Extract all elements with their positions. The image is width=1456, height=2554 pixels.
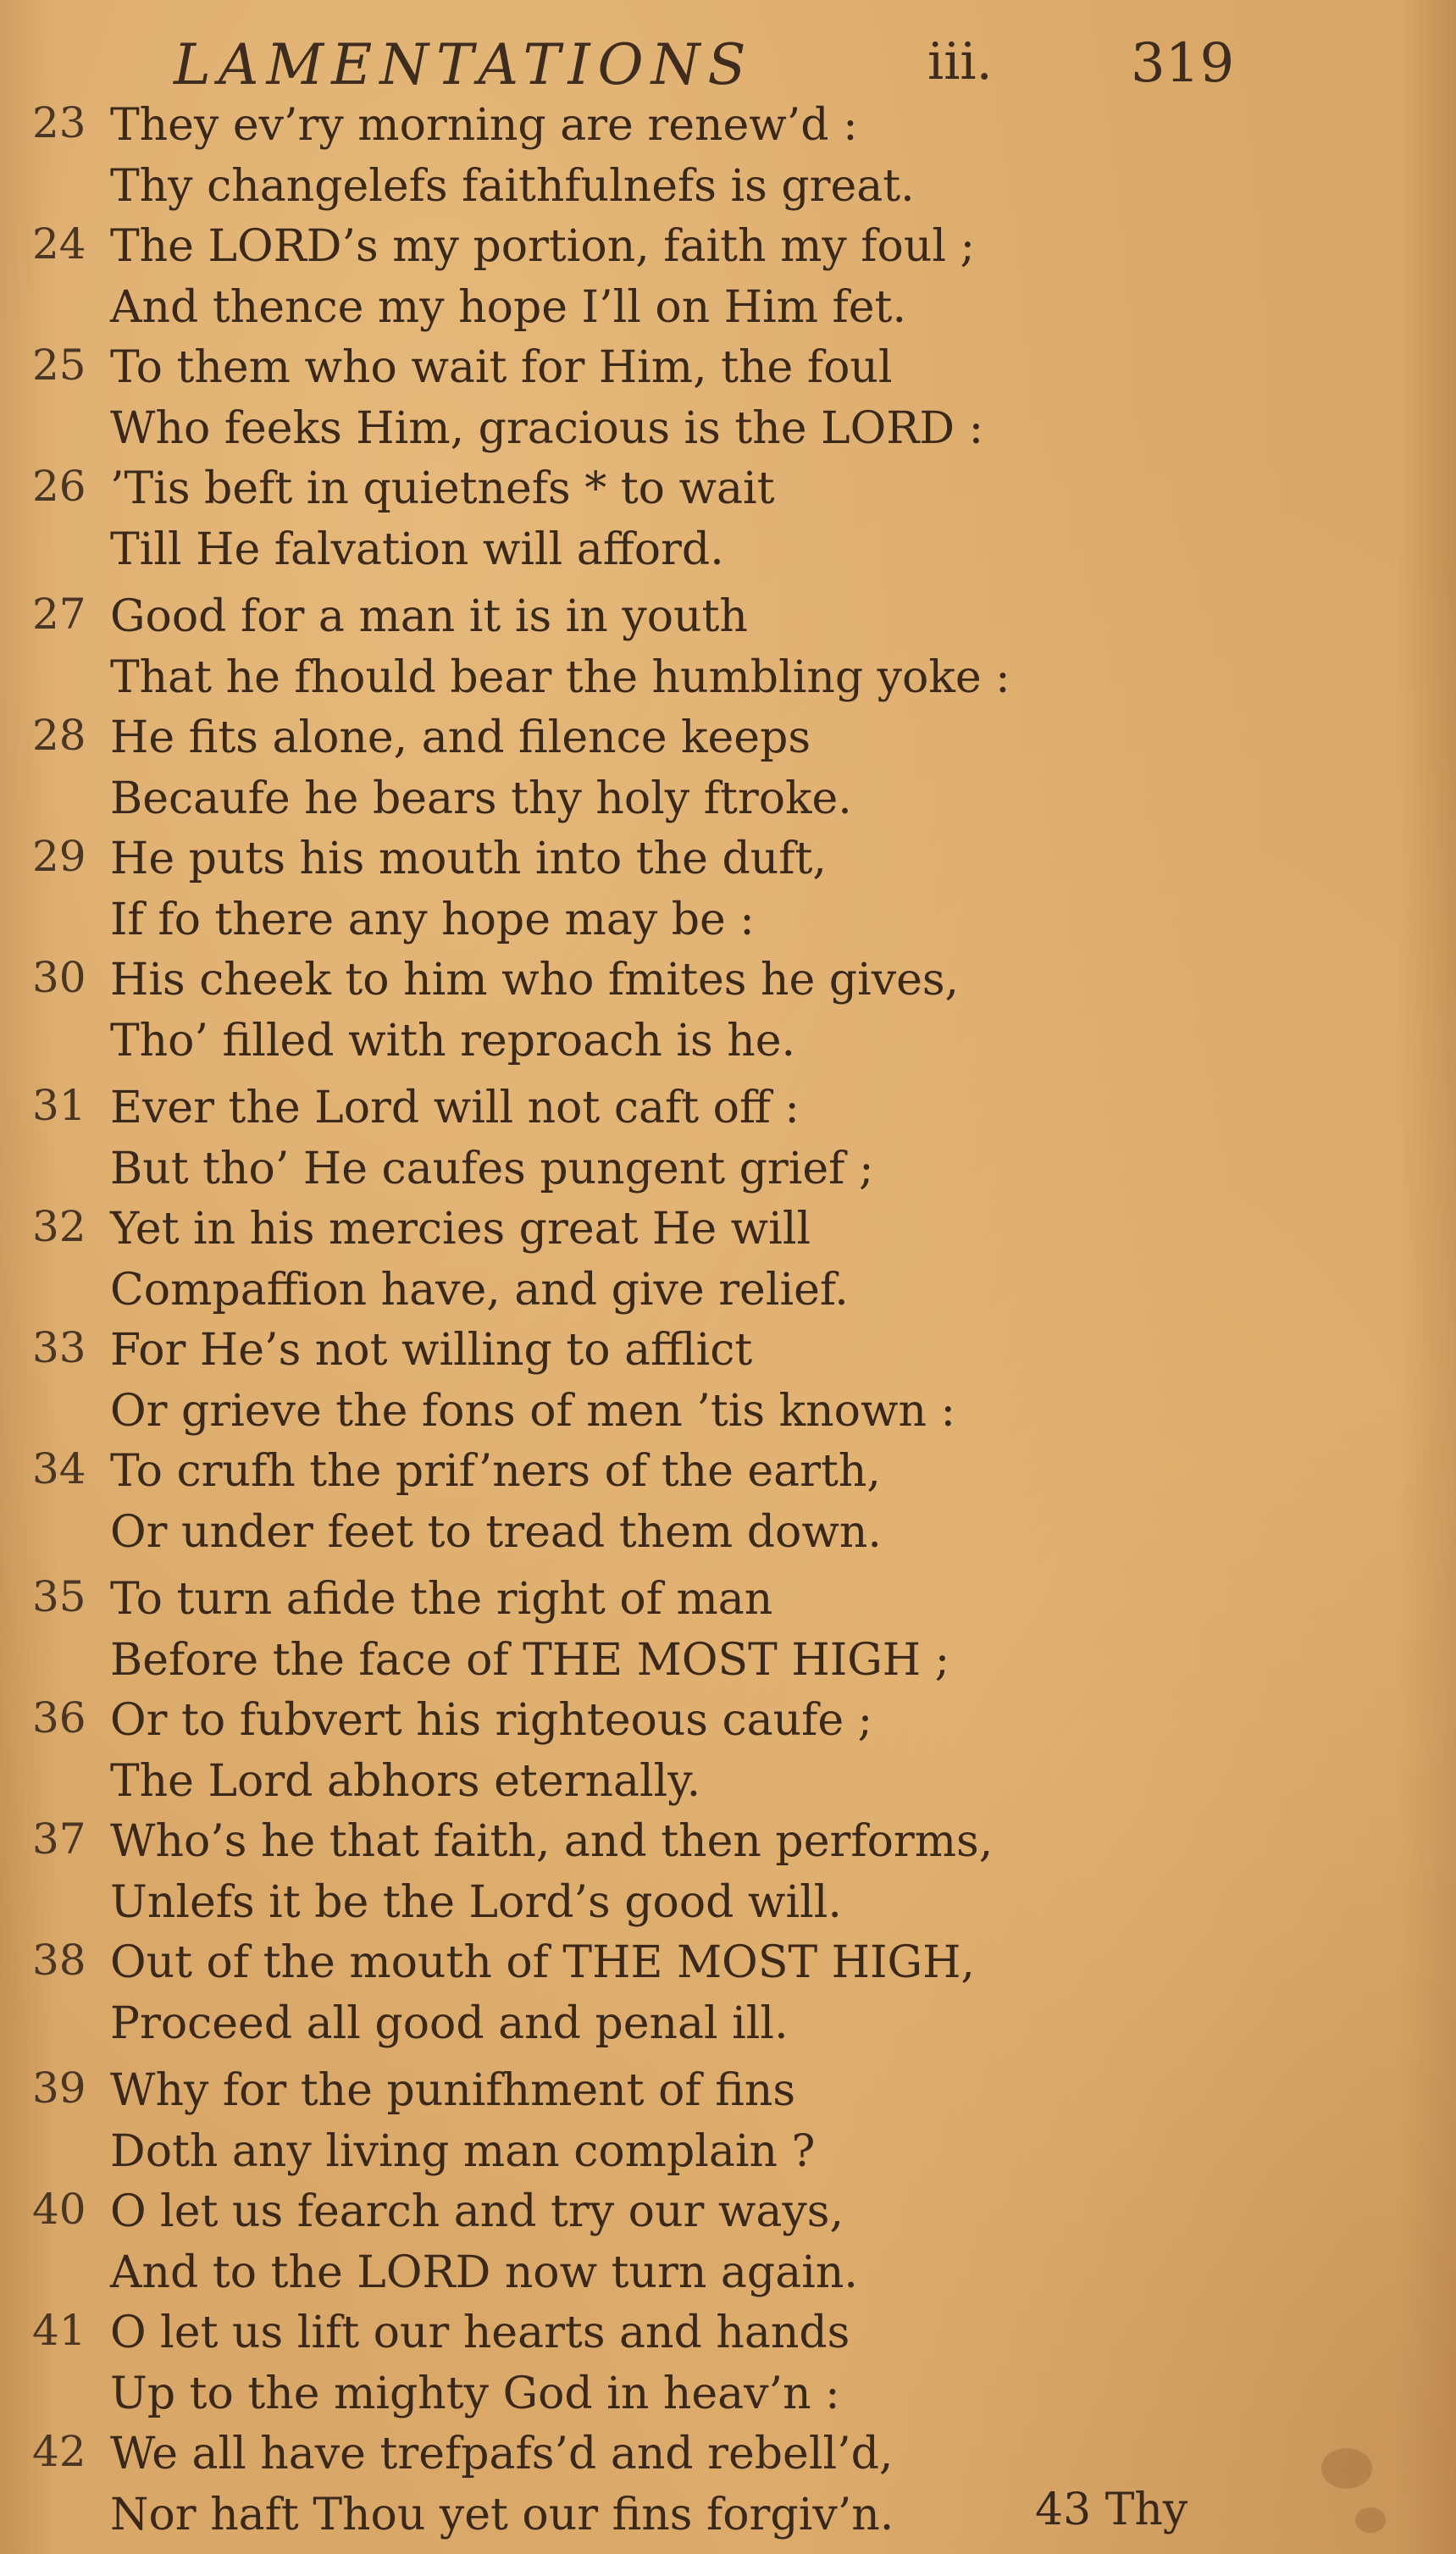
verse	[0, 1199, 1456, 1326]
verse-line: Compaffion have, and give relief.	[110, 1265, 849, 1316]
verse-line: Who feeks Him, gracious is the LORD :	[110, 403, 984, 454]
verse-number: 28	[32, 711, 86, 760]
verse-line: Doth any living man complain ?	[110, 2126, 816, 2177]
verse-number: 24	[32, 219, 86, 269]
verse-number: 29	[32, 832, 86, 881]
verse-line: Or to fubvert his righteous caufe ;	[110, 1695, 873, 1746]
verse-line: Why for the punifhment of fins	[110, 2065, 796, 2116]
paper-stain	[1355, 2507, 1386, 2533]
verse-line: They ev’ry morning are renew’d :	[110, 100, 858, 151]
verse-line: Tho’ filled with reproach is he.	[110, 1016, 795, 1066]
verse-line: We all have trefpafs’d and rebell’d,	[110, 2429, 894, 2479]
verse-number: 32	[32, 1202, 86, 1251]
verse	[0, 337, 1456, 464]
verse-line: That he fhould bear the humbling yoke :	[110, 652, 1010, 703]
verse-number: 26	[32, 462, 86, 511]
verse	[0, 458, 1456, 585]
verse-number: 34	[32, 1444, 86, 1493]
verse-line: The Lord abhors eternally.	[110, 1756, 701, 1807]
verse	[0, 1569, 1456, 1696]
verse-line: He puts his mouth into the duft,	[110, 834, 827, 884]
page-header	[0, 25, 1456, 102]
verse-line: Up to the mighty God in heav’n :	[110, 2368, 840, 2419]
verse-number: 30	[32, 953, 86, 1002]
verse	[0, 95, 1456, 222]
verse-number: 42	[32, 2427, 86, 2476]
verse-line: Before the face of THE MOST HIGH ;	[110, 1635, 950, 1686]
verse	[0, 586, 1456, 713]
verse-number: 41	[32, 2306, 86, 2355]
verse-line: For He’s not willing to afflict	[110, 1325, 753, 1376]
verse-line: Who’s he that faith, and then performs,	[110, 1816, 994, 1867]
verse-number: 25	[32, 341, 86, 390]
verse-line: Yet in his mercies great He will	[110, 1204, 811, 1255]
verse	[0, 1320, 1456, 1447]
verse	[0, 828, 1456, 956]
verse-line: Proceed all good and penal ill.	[110, 1998, 789, 2049]
verse-number: 40	[32, 2185, 86, 2234]
verse-line: Thy changelefs faithfulnefs is great.	[110, 161, 915, 212]
verse	[0, 1811, 1456, 1938]
verse-number: 27	[32, 590, 86, 639]
verse-number: 37	[32, 1814, 86, 1864]
verse-line: He fits alone, and filence keeps	[110, 712, 811, 763]
verse	[0, 1932, 1456, 2059]
verse	[0, 1441, 1456, 1568]
verse-line: To turn afide the right of man	[110, 1574, 773, 1625]
verse-line: Ever the Lord will not caft off :	[110, 1083, 800, 1133]
verse-line: If fo there any hope may be :	[110, 895, 755, 945]
catchword: 43 Thy	[1035, 2485, 1188, 2535]
verse-line: And thence my hope I’ll on Him fet.	[110, 282, 906, 333]
verse-number: 35	[32, 1572, 86, 1621]
verse-line: Or grieve the fons of men ’tis known :	[110, 1386, 956, 1437]
verse-line: ’Tis beft in quietnefs * to wait	[110, 463, 775, 514]
verse-line: Out of the mouth of THE MOST HIGH,	[110, 1937, 975, 1988]
verse	[0, 216, 1456, 343]
verse	[0, 2060, 1456, 2187]
verse	[0, 2302, 1456, 2429]
verse	[0, 2181, 1456, 2308]
page-number: 319	[1131, 32, 1235, 95]
verse	[0, 2424, 1456, 2551]
verse-number: 31	[32, 1081, 86, 1130]
verse-line: O let us lift our hearts and hands	[110, 2307, 850, 2358]
verse-number: 38	[32, 1936, 86, 1985]
verse-line: To them who wait for Him, the foul	[110, 342, 893, 393]
verse-line: Or under feet to tread them down.	[110, 1507, 882, 1558]
chapter-number: iii.	[927, 32, 993, 91]
verse-line: His cheek to him who fmites he gives,	[110, 955, 960, 1006]
verse-line: But tho’ He caufes pungent grief ;	[110, 1144, 874, 1194]
verse	[0, 1078, 1456, 1205]
verse-line: The LORD’s my portion, faith my foul ;	[110, 221, 976, 272]
verse-number: 39	[32, 2064, 86, 2113]
paper-stain	[1321, 2448, 1372, 2489]
verse-line: Till He falvation will afford.	[110, 524, 724, 575]
verse-number: 23	[32, 98, 86, 147]
verse	[0, 950, 1456, 1077]
verse	[0, 1690, 1456, 1817]
verse-line: Unlefs it be the Lord’s good will.	[110, 1877, 842, 1928]
verse-number: 36	[32, 1693, 86, 1742]
verse-line: And to the LORD now turn again.	[110, 2247, 858, 2298]
verse	[0, 707, 1456, 834]
verse-line: Becaufe he bears thy holy ftroke.	[110, 773, 852, 824]
verse-line: Good for a man it is in youth	[110, 591, 748, 642]
verse-number: 33	[32, 1323, 86, 1372]
running-title: LAMENTATIONS	[174, 32, 754, 97]
verse-line: O let us fearch and try our ways,	[110, 2186, 844, 2237]
verse-line: To crufh the prif’ners of the earth,	[110, 1446, 881, 1497]
verse-line: Nor haft Thou yet our fins forgiv’n.	[110, 2490, 894, 2540]
